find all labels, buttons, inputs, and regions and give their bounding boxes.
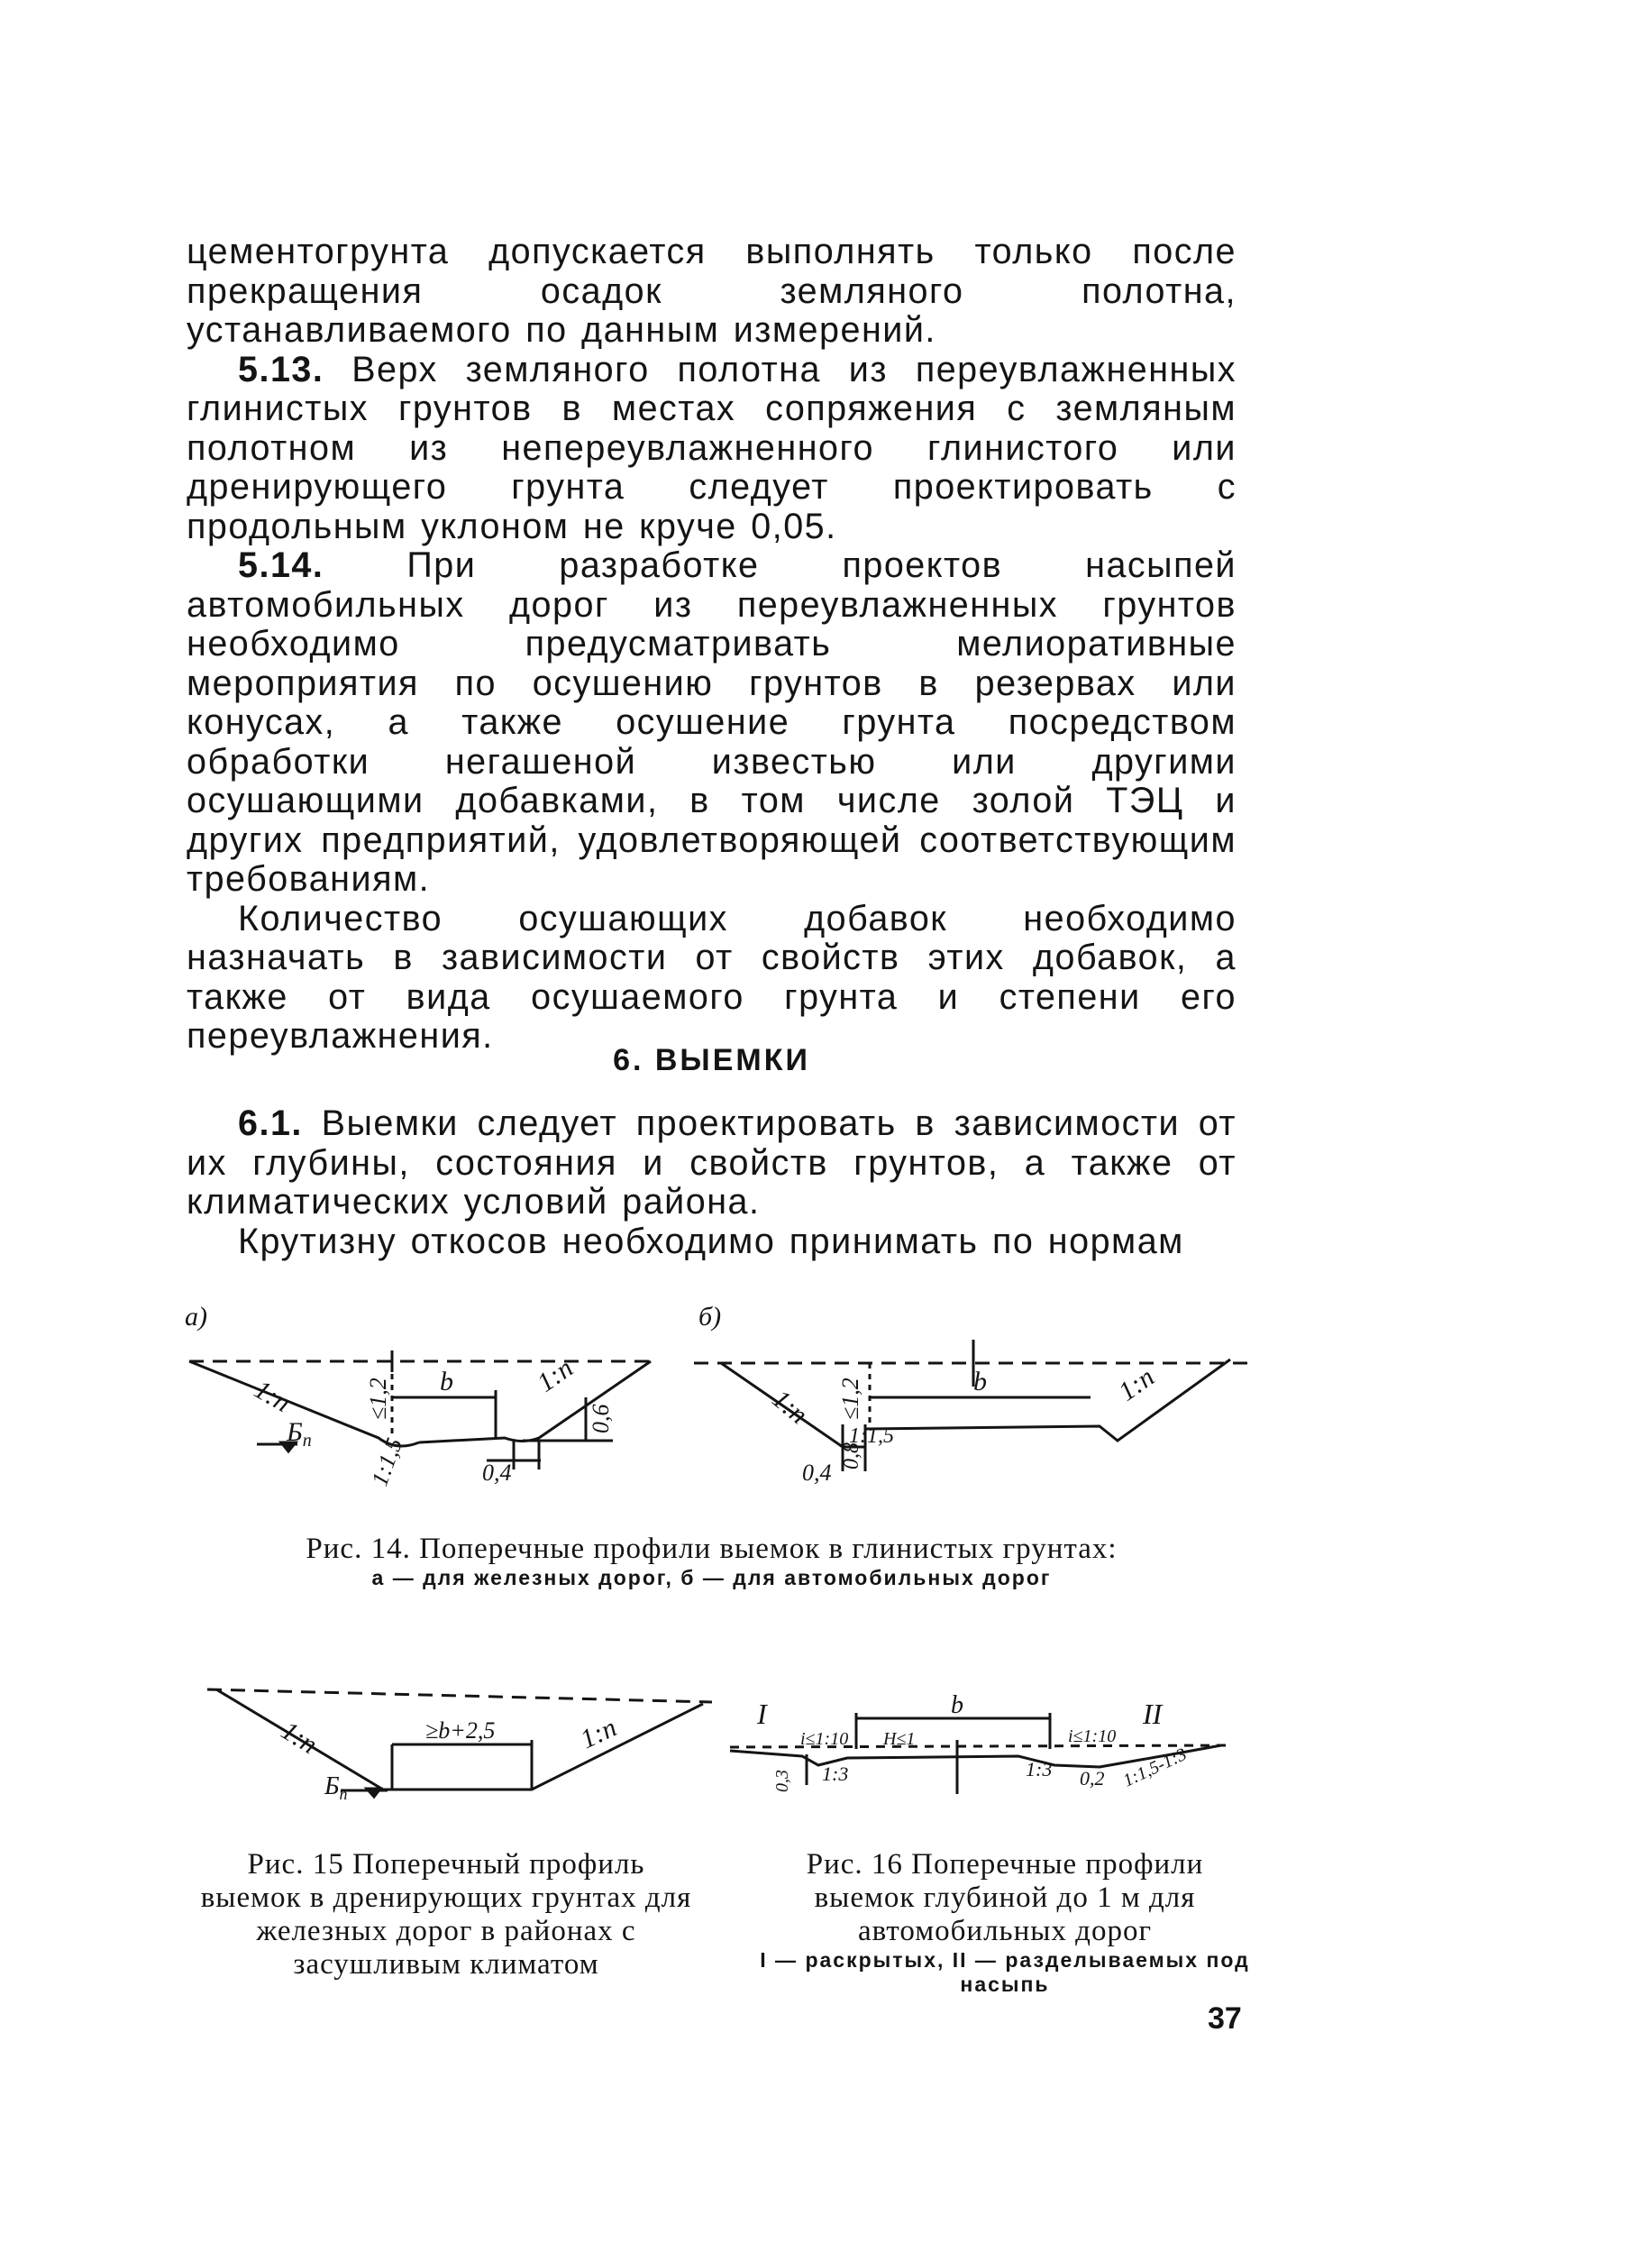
slope-label-left-b: 1:n: [766, 1384, 814, 1431]
label-II: II: [1143, 1698, 1163, 1730]
figure-14-caption: [187, 1533, 1237, 1590]
width-label: ≥b+2,5: [425, 1717, 496, 1744]
ditch-slope-label-a: 1:1,5: [366, 1434, 408, 1490]
figure-16-caption: [753, 1848, 1257, 1997]
figure-14-caption-title: Рис. 14. Поперечные профили выемок в глинистых грунтах:: [306, 1533, 1118, 1565]
slope-ditch-left: 1:3: [822, 1762, 849, 1785]
depth-label-b: ≤1,2: [837, 1378, 863, 1420]
figure-15-caption: [194, 1848, 698, 1982]
section-heading: 6. ВЫЕМКИ: [613, 1043, 810, 1077]
ditch-depth-label-b: 0,8: [840, 1442, 863, 1469]
height-label: H≤1: [883, 1729, 916, 1749]
ditch-label-right: 0,2: [1080, 1767, 1105, 1790]
body-text-top: [187, 233, 1237, 1057]
page-number: 37: [1208, 2001, 1242, 2036]
clause-number: 5.14.: [238, 545, 324, 585]
slope-ditch-mid: 1:3: [1026, 1758, 1053, 1781]
slope-right-outer: 1:1,5-1:3: [1119, 1744, 1191, 1791]
label-I: I: [757, 1698, 767, 1730]
slope-label-right-b: 1:n: [1113, 1361, 1160, 1407]
figure-15-caption-title: Рис. 15 Поперечный профиль выемок в дренирующих грунтах для железных дорог в районах с засушливым климатом: [200, 1848, 692, 1981]
figure-14-caption-legend: а — для железных дорог, б — для автомобильных дорог: [371, 1566, 1052, 1589]
paragraph-6-1: [187, 1104, 1237, 1222]
slope-label-right: i≤1:10: [1068, 1726, 1117, 1746]
width-label: b: [951, 1691, 963, 1719]
clause-text: Верх земляного полотна из переувлажненных глинистых грунтов в местах сопряжения с земляным полотном из непереувлажненного глинистого или дренирующего грунта следует проектировать с продольным уклоном не круче 0,05.: [187, 349, 1237, 546]
depth-label-a: ≤1,2: [365, 1378, 391, 1420]
ditch-label-left: 0,3: [772, 1770, 792, 1792]
ditch-width-label-b: 0,4: [802, 1460, 832, 1486]
figure-14-drawing: [180, 1302, 1262, 1524]
figure-label-b: б): [698, 1302, 722, 1332]
figure-label-a: а): [185, 1302, 207, 1332]
body-text-section-6: [187, 1104, 1237, 1261]
slope-right-b: [865, 1359, 1230, 1441]
slope-label-right: 1:n: [576, 1712, 622, 1755]
paragraph-additives: Количество осушающих добавок необходимо назначать в зависимости от свойств этих добавок, а также от вида осушаемого грунта и степени его переувлажнения.: [187, 898, 1237, 1056]
clause-number: 5.13.: [238, 349, 324, 389]
clause-text: Выемки следует проектировать в зависимости от их глубины, состояния и свойств грунтов, а также от климатических условий района.: [187, 1103, 1237, 1222]
slope-label-right-a: 1:n: [532, 1352, 579, 1398]
level-label-a: $Б_п$: [287, 1417, 312, 1451]
slope-label-left-a: 1:n: [249, 1374, 296, 1419]
slope-label-left: i≤1:10: [800, 1729, 849, 1749]
ditch-slope-label-b: 1:1,5: [849, 1424, 894, 1448]
ground-line: [207, 1689, 712, 1702]
paragraph-5-14: [187, 546, 1237, 900]
figure-16-caption-title: Рис. 16 Поперечные профили выемок глубиной до 1 м для автомобильных дорог: [806, 1848, 1204, 1947]
level-label: $Б_п$: [324, 1772, 348, 1803]
ditch-width-label-a: 0,4: [482, 1460, 512, 1486]
width-label-a: b: [440, 1367, 453, 1396]
figure-15-drawing: [189, 1677, 730, 1821]
paragraph-continuation: цементогрунта допускается выполнять только после прекращения осадок земляного полотна, устанавливаемого по данным измерений.: [187, 232, 1237, 350]
ditch-depth-label-a: 0,6: [588, 1404, 614, 1433]
clause-text: При разработке проектов насыпей автомобильных дорог из переувлажненных грунтов необходимо предусматривать мелиоративные мероприятия по осушению грунтов в резервах или конусах, а также осушение грунта посредством обработки негашеной известью или другими осушающими добавками, в том числе золой ТЭЦ и других предприятий, удовлетворяющей соответствующим требованиям.: [187, 545, 1237, 899]
figure-16-drawing: [721, 1691, 1244, 1812]
slope-label-left: 1:n: [276, 1715, 323, 1761]
clause-number: 6.1.: [238, 1103, 303, 1143]
level-marker: [367, 1789, 380, 1797]
paragraph-slopes: Крутизну откосов необходимо принимать по нормам: [238, 1221, 1184, 1261]
figure-16-caption-legend: I — раскрытых, II — разделываемых под насыпь: [760, 1948, 1250, 1996]
paragraph-5-13: [187, 351, 1237, 547]
width-label-b: b: [973, 1367, 987, 1396]
